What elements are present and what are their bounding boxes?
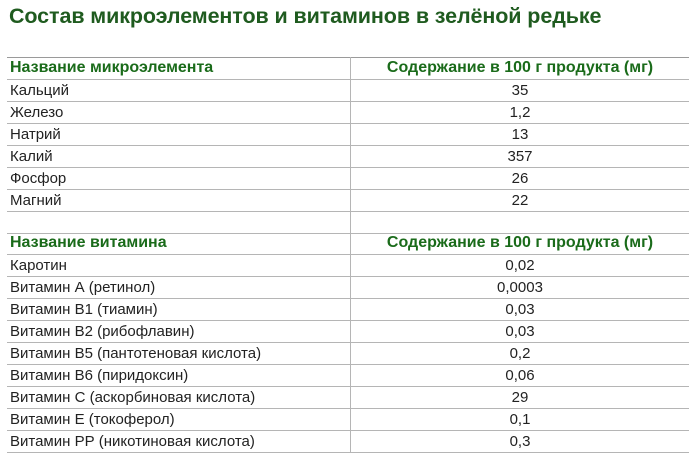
vitamin-value: 0,02 <box>351 255 689 277</box>
table-row <box>7 190 689 212</box>
table-row <box>7 124 689 146</box>
minerals-table <box>7 57 689 234</box>
mineral-name: Фосфор <box>7 168 351 190</box>
mineral-value: 1,2 <box>351 102 689 124</box>
minerals-header-value: Содержание в 100 г продукта (мг) <box>351 57 689 80</box>
table-row <box>7 387 689 409</box>
vitamin-value: 0,06 <box>351 365 689 387</box>
vitamins-table <box>7 232 689 453</box>
vitamin-value: 0,3 <box>351 431 689 453</box>
vitamin-name: Витамин В1 (тиамин) <box>7 299 351 321</box>
vitamin-value: 0,03 <box>351 321 689 343</box>
table-row <box>7 168 689 190</box>
table-row <box>7 299 689 321</box>
mineral-name: Калий <box>7 146 351 168</box>
mineral-value: 22 <box>351 190 689 212</box>
vitamin-value: 0,03 <box>351 299 689 321</box>
mineral-name: Натрий <box>7 124 351 146</box>
vitamins-header-value: Содержание в 100 г продукта (мг) <box>351 232 689 255</box>
page-title: Состав микроэлементов и витаминов в зелёной редьке <box>9 4 602 28</box>
table-row <box>7 255 689 277</box>
vitamin-name: Витамин В5 (пантотеновая кислота) <box>7 343 351 365</box>
table-row <box>7 409 689 431</box>
mineral-name: Магний <box>7 190 351 212</box>
vitamin-name: Витамин А (ретинол) <box>7 277 351 299</box>
vitamin-value: 0,2 <box>351 343 689 365</box>
mineral-name: Железо <box>7 102 351 124</box>
vitamins-header-name: Название витамина <box>7 232 351 255</box>
vitamin-value: 29 <box>351 387 689 409</box>
minerals-header-row <box>7 57 689 80</box>
mineral-value: 35 <box>351 80 689 102</box>
mineral-name: Кальций <box>7 80 351 102</box>
spacer-cell <box>351 212 689 234</box>
table-row <box>7 343 689 365</box>
vitamin-name: Витамин С (аскорбиновая кислота) <box>7 387 351 409</box>
vitamin-name: Витамин В6 (пиридоксин) <box>7 365 351 387</box>
table-row <box>7 365 689 387</box>
table-row <box>7 277 689 299</box>
table-row <box>7 321 689 343</box>
table-row <box>7 146 689 168</box>
spacer-cell <box>7 212 351 234</box>
table-row <box>7 431 689 453</box>
mineral-value: 357 <box>351 146 689 168</box>
vitamins-header-row <box>7 232 689 255</box>
table-row <box>7 102 689 124</box>
vitamin-name: Витамин В2 (рибофлавин) <box>7 321 351 343</box>
minerals-header-name: Название микроэлемента <box>7 57 351 80</box>
vitamin-name: Витамин РР (никотиновая кислота) <box>7 431 351 453</box>
mineral-value: 26 <box>351 168 689 190</box>
vitamin-value: 0,0003 <box>351 277 689 299</box>
mineral-value: 13 <box>351 124 689 146</box>
spacer-row <box>7 212 689 234</box>
vitamin-value: 0,1 <box>351 409 689 431</box>
table-row <box>7 80 689 102</box>
vitamin-name: Витамин Е (токоферол) <box>7 409 351 431</box>
vitamin-name: Каротин <box>7 255 351 277</box>
